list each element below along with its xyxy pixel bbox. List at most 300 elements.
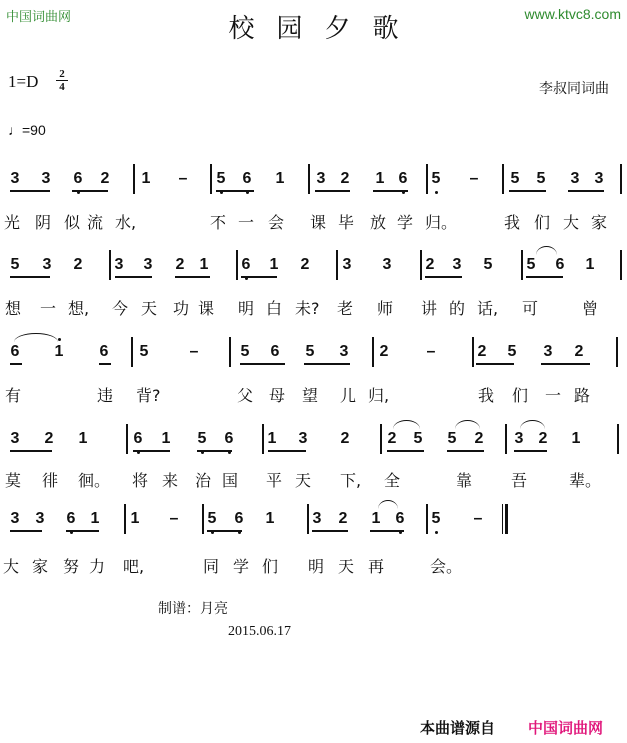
note-digit: 5: [431, 170, 441, 187]
source-label: 本曲谱源自: [420, 719, 496, 737]
note: [541, 343, 555, 361]
lyric-syllable: 吾: [511, 471, 528, 490]
note: [268, 343, 282, 361]
note: [450, 256, 464, 274]
bar-line: [620, 164, 622, 194]
beam-underline: [425, 276, 462, 278]
note: [139, 170, 153, 188]
lyric-syllable: 背?: [136, 386, 161, 405]
beam-underline: [10, 276, 50, 278]
note-digit: 2: [44, 430, 54, 447]
note: [340, 256, 354, 274]
bar-line: [307, 504, 309, 534]
lyric-syllable: 阴: [35, 213, 52, 232]
note: [214, 170, 228, 188]
note-digit: 3: [114, 256, 124, 273]
lyric-syllable: 治: [195, 471, 212, 490]
bar-line: [133, 164, 135, 194]
lyric-syllable: 学: [397, 213, 414, 232]
lyric-syllable: 归。: [425, 213, 458, 232]
note-digit: 1: [141, 170, 151, 187]
note-digit: 1: [275, 170, 285, 187]
lyric-syllable: 们: [262, 557, 279, 576]
note: [475, 343, 489, 361]
note: [505, 343, 519, 361]
note-digit: 6: [395, 510, 405, 527]
note-digit: 1: [269, 256, 279, 273]
bar-line: [336, 250, 338, 280]
dash-extension: [424, 343, 438, 361]
note-digit: 5: [240, 343, 250, 360]
lyric-syllable: 下,: [340, 471, 362, 490]
lyric-syllable: 有: [5, 386, 22, 405]
lyric-syllable: 们: [512, 386, 529, 405]
source-site-link[interactable]: 中国词曲网: [528, 719, 604, 737]
note: [205, 510, 219, 528]
note-digit: 6: [10, 343, 20, 360]
site-url-right[interactable]: www.ktvc8.com: [524, 6, 621, 22]
note: [8, 430, 22, 448]
lyric-syllable: 路: [574, 386, 591, 405]
slur-arc: [393, 420, 420, 429]
bar-line: [109, 250, 111, 280]
lyric-syllable: 天: [338, 557, 355, 576]
note: [568, 170, 582, 188]
note: [71, 170, 85, 188]
beam-underline: [207, 530, 242, 532]
beam-underline: [99, 363, 111, 365]
beam-underline: [312, 530, 348, 532]
note-digit: 5: [139, 343, 149, 360]
bar-line: [372, 337, 374, 367]
note: [396, 170, 410, 188]
note: [380, 256, 394, 274]
note-digit: 2: [340, 430, 350, 447]
note-digit: 3: [594, 170, 604, 187]
note: [481, 256, 495, 274]
bar-line: [472, 337, 474, 367]
lyric-syllable: 水,: [115, 213, 137, 232]
lyric-syllable: 今: [112, 299, 129, 318]
beam-underline: [240, 363, 285, 365]
note: [298, 256, 312, 274]
note-digit: –: [178, 170, 188, 187]
low-octave-dot: [435, 191, 438, 194]
note: [40, 256, 54, 274]
note-digit: –: [169, 510, 179, 527]
note-digit: 5: [536, 170, 546, 187]
note-digit: 1: [571, 430, 581, 447]
site-logo-left[interactable]: 中国词曲网: [6, 10, 72, 25]
lyric-syllable: 想,: [68, 299, 90, 318]
note-digit: 3: [10, 170, 20, 187]
note: [8, 510, 22, 528]
note-digit: 6: [234, 510, 244, 527]
final-double-bar-line: [502, 504, 508, 534]
note: [222, 430, 236, 448]
beam-underline: [447, 450, 484, 452]
note-digit: 3: [342, 256, 352, 273]
slur-arc: [455, 420, 480, 429]
note-digit: 2: [538, 430, 548, 447]
lyric-syllable: 徘: [42, 471, 59, 490]
note-digit: 5: [10, 256, 20, 273]
note-digit: 2: [338, 510, 348, 527]
note-digit: 6: [242, 170, 252, 187]
note-digit: 5: [507, 343, 517, 360]
lyric-syllable: 将: [132, 471, 149, 490]
lyric-syllable: 会: [268, 213, 285, 232]
note-digit: 6: [555, 256, 565, 273]
note: [393, 510, 407, 528]
time-signature-top: 2: [59, 68, 65, 80]
lyric-syllable: 父: [237, 386, 254, 405]
note: [137, 343, 151, 361]
lyric-syllable: 儿: [340, 386, 357, 405]
beam-underline: [315, 190, 350, 192]
lyric-syllable: 来: [162, 471, 179, 490]
lyric-syllable: 的: [449, 299, 466, 318]
note: [337, 343, 351, 361]
lyric-syllable: 会。: [430, 557, 463, 576]
note: [423, 256, 437, 274]
note-digit: 1: [54, 343, 64, 360]
lyric-syllable: 课: [198, 299, 215, 318]
note-digit: 3: [298, 430, 308, 447]
lyric-syllable: 光: [4, 213, 21, 232]
beam-underline: [268, 450, 306, 452]
note: [112, 256, 126, 274]
note-digit: 1: [371, 510, 381, 527]
lyric-syllable: 努: [63, 557, 80, 576]
bar-line: [126, 424, 128, 454]
note-digit: 5: [197, 430, 207, 447]
lyric-syllable: 再: [368, 557, 385, 576]
lyric-syllable: 平: [266, 471, 283, 490]
note: [583, 256, 597, 274]
bar-line: [426, 164, 428, 194]
lyric-syllable: 莫: [5, 471, 22, 490]
note: [572, 343, 586, 361]
note-digit: 2: [175, 256, 185, 273]
lyric-syllable: 靠: [456, 471, 473, 490]
lyric-syllable: 大: [3, 557, 20, 576]
note: [310, 510, 324, 528]
bar-line: [229, 337, 231, 367]
note: [8, 256, 22, 274]
note: [377, 343, 391, 361]
lyric-syllable: 天: [295, 471, 312, 490]
note: [524, 256, 538, 274]
bar-line: [620, 250, 622, 280]
key-signature: 1=D: [8, 72, 39, 91]
transcription-date: 2015.06.17: [228, 624, 291, 639]
bar-line: [236, 250, 238, 280]
note-digit: 1: [78, 430, 88, 447]
note-digit: 2: [100, 170, 110, 187]
bar-line: [262, 424, 264, 454]
lyric-syllable: 一: [40, 299, 57, 318]
lyric-syllable: 可: [522, 299, 539, 318]
note-digit: 1: [161, 430, 171, 447]
bar-line: [426, 504, 428, 534]
note-digit: 2: [574, 343, 584, 360]
bar-line: [617, 424, 619, 454]
lyric-syllable: 力: [89, 557, 106, 576]
note: [239, 256, 253, 274]
note: [336, 510, 350, 528]
bar-line: [616, 337, 618, 367]
bar-line: [502, 164, 504, 194]
note: [273, 170, 287, 188]
note-digit: 3: [543, 343, 553, 360]
lyric-syllable: 家: [591, 213, 608, 232]
dash-extension: [187, 343, 201, 361]
beam-underline: [66, 530, 99, 532]
beam-underline: [526, 276, 563, 278]
lyric-syllable: 师: [377, 299, 394, 318]
note: [131, 430, 145, 448]
beam-underline: [175, 276, 210, 278]
beam-underline: [476, 363, 514, 365]
note: [195, 430, 209, 448]
note: [173, 256, 187, 274]
note-digit: 6: [398, 170, 408, 187]
note: [8, 170, 22, 188]
slur-arc: [14, 333, 58, 342]
note: [314, 170, 328, 188]
note: [369, 510, 383, 528]
note-digit: 5: [510, 170, 520, 187]
lyric-syllable: 辈。: [569, 471, 602, 490]
slur-arc: [536, 246, 557, 255]
bar-line: [380, 424, 382, 454]
lyric-syllable: 徊。: [78, 471, 111, 490]
note: [159, 430, 173, 448]
note: [33, 510, 47, 528]
note: [373, 170, 387, 188]
note-digit: 5: [447, 430, 457, 447]
lyric-syllable: 学: [233, 557, 250, 576]
beam-underline: [10, 363, 22, 365]
note-digit: 6: [224, 430, 234, 447]
note-digit: 3: [10, 510, 20, 527]
lyric-syllable: 违: [97, 386, 114, 405]
note: [592, 170, 606, 188]
note-digit: 1: [267, 430, 277, 447]
lyric-syllable: 一: [545, 386, 562, 405]
note: [338, 170, 352, 188]
dash-extension: [471, 510, 485, 528]
note: [385, 430, 399, 448]
note-digit: 3: [35, 510, 45, 527]
note: [232, 510, 246, 528]
note-digit: 3: [382, 256, 392, 273]
lyric-syllable: 放: [370, 213, 387, 232]
note-digit: 5: [526, 256, 536, 273]
lyric-syllable: 未?: [295, 299, 320, 318]
transcriber-credit: 制谱：月亮: [158, 601, 228, 617]
note: [88, 510, 102, 528]
dash-extension: [176, 170, 190, 188]
note: [128, 510, 142, 528]
lyric-syllable: 曾: [582, 299, 599, 318]
lyric-syllable: 话,: [477, 299, 499, 318]
note-digit: 3: [452, 256, 462, 273]
beam-underline: [387, 450, 424, 452]
lyric-syllable: 大: [563, 213, 580, 232]
note: [508, 170, 522, 188]
lyric-syllable: 们: [534, 213, 551, 232]
note: [472, 430, 486, 448]
note-digit: 1: [585, 256, 595, 273]
lyric-syllable: 吧,: [123, 557, 145, 576]
note-digit: 1: [90, 510, 100, 527]
note-digit: 5: [483, 256, 493, 273]
note-digit: 3: [339, 343, 349, 360]
note: [52, 343, 66, 361]
bar-line: [505, 424, 507, 454]
note: [429, 170, 443, 188]
lyric-syllable: 全: [384, 471, 401, 490]
note: [338, 430, 352, 448]
lyric-syllable: 想: [5, 299, 22, 318]
note: [71, 256, 85, 274]
dash-extension: [467, 170, 481, 188]
beam-underline: [10, 190, 50, 192]
note-digit: 1: [130, 510, 140, 527]
note: [303, 343, 317, 361]
note: [141, 256, 155, 274]
slur-arc: [378, 500, 398, 509]
bar-line: [202, 504, 204, 534]
note-digit: 3: [570, 170, 580, 187]
lyric-syllable: 似: [64, 213, 81, 232]
beam-underline: [370, 530, 404, 532]
note-digit: 2: [73, 256, 83, 273]
song-title: 校园夕歌: [228, 14, 421, 44]
dash-extension: [167, 510, 181, 528]
lyric-syllable: 白: [266, 299, 283, 318]
beam-underline: [373, 190, 408, 192]
note-digit: 2: [379, 343, 389, 360]
beam-underline: [133, 450, 170, 452]
note-digit: 1: [199, 256, 209, 273]
note: [64, 510, 78, 528]
lyric-syllable: 不: [210, 213, 227, 232]
note-digit: 6: [66, 510, 76, 527]
note-digit: 3: [316, 170, 326, 187]
note: [76, 430, 90, 448]
lyric-syllable: 我: [478, 386, 495, 405]
note-digit: 5: [207, 510, 217, 527]
beam-underline: [216, 190, 254, 192]
bar-line: [131, 337, 133, 367]
note-digit: –: [189, 343, 199, 360]
beam-underline: [304, 363, 350, 365]
beam-underline: [197, 450, 232, 452]
note: [197, 256, 211, 274]
note-digit: 6: [270, 343, 280, 360]
note-digit: 5: [216, 170, 226, 187]
lyric-syllable: 天: [141, 299, 158, 318]
note: [429, 510, 443, 528]
note: [445, 430, 459, 448]
lyric-syllable: 课: [310, 213, 327, 232]
lyric-syllable: 母: [269, 386, 286, 405]
note: [553, 256, 567, 274]
beam-underline: [541, 363, 590, 365]
note: [411, 430, 425, 448]
note: [265, 430, 279, 448]
beam-underline: [115, 276, 152, 278]
lyric-syllable: 流: [87, 213, 104, 232]
note-digit: 2: [387, 430, 397, 447]
note-digit: –: [469, 170, 479, 187]
high-octave-dot: [58, 338, 61, 341]
time-signature: [56, 69, 68, 92]
note: [569, 430, 583, 448]
note: [534, 170, 548, 188]
lyric-syllable: 毕: [338, 213, 355, 232]
bar-line: [521, 250, 523, 280]
note-digit: –: [426, 343, 436, 360]
time-signature-bottom: 4: [59, 81, 65, 93]
note: [263, 510, 277, 528]
note-digit: 6: [133, 430, 143, 447]
beam-underline: [10, 450, 52, 452]
note: [39, 170, 53, 188]
low-octave-dot: [435, 531, 438, 534]
note-digit: 1: [265, 510, 275, 527]
note-digit: –: [473, 510, 483, 527]
note-digit: 5: [413, 430, 423, 447]
note-digit: 3: [312, 510, 322, 527]
note-digit: 2: [477, 343, 487, 360]
note-digit: 3: [42, 256, 52, 273]
note: [98, 170, 112, 188]
note: [536, 430, 550, 448]
lyric-syllable: 归,: [368, 386, 390, 405]
beam-underline: [509, 190, 546, 192]
note-digit: 3: [514, 430, 524, 447]
lyric-syllable: 明: [238, 299, 255, 318]
note: [267, 256, 281, 274]
beam-underline: [10, 530, 42, 532]
note-digit: 3: [143, 256, 153, 273]
beam-underline: [241, 276, 277, 278]
note-digit: 5: [431, 510, 441, 527]
note: [512, 430, 526, 448]
lyric-syllable: 望: [302, 386, 319, 405]
lyric-syllable: 家: [32, 557, 49, 576]
bar-line: [308, 164, 310, 194]
note-digit: 2: [340, 170, 350, 187]
note-digit: 6: [99, 343, 109, 360]
lyric-syllable: 讲: [421, 299, 438, 318]
lyric-syllable: 功: [173, 299, 190, 318]
lyric-syllable: 一: [238, 213, 255, 232]
slur-arc: [520, 420, 545, 429]
note-digit: 1: [375, 170, 385, 187]
composer-credit: 李叔同词曲: [539, 81, 609, 97]
note-digit: 3: [10, 430, 20, 447]
beam-underline: [514, 450, 547, 452]
note: [8, 343, 22, 361]
note-digit: 6: [73, 170, 83, 187]
note-digit: 2: [474, 430, 484, 447]
beam-underline: [568, 190, 604, 192]
